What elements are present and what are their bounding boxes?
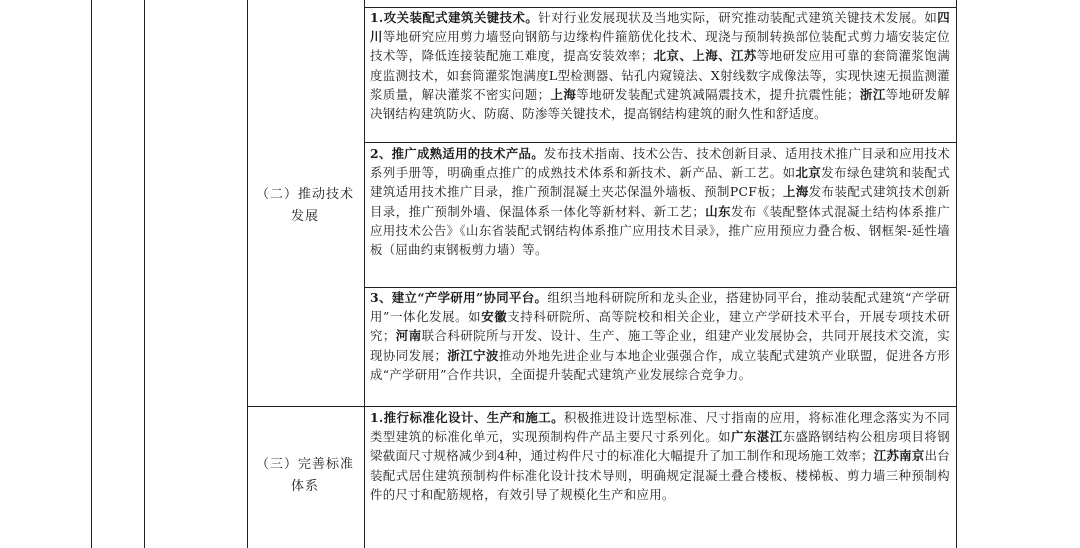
section-label-line: （三）完善标准 [255,457,354,472]
table-col-divider-3 [364,0,365,548]
text-segment: 发布《装配整体式混凝土结构体系推广应用技术公告》《山东省装配式钢结构体系推广应用技术目录》，推广应用预应力叠合板、钢框架-延性墙板（屈曲约束钢板剪力墙）等。 [370,203,950,258]
text-segment: 出台装配式居住建筑预制构件标准化设计技术导则，明确规定混凝土叠合楼板、楼梯板、剪力墙三种预制构件的尺寸和配筋规格，有效引导了规模化生产和应用。 [370,448,950,502]
text-segment: 发布技术指南、技术公告、技术创新目录、适用技术推广目录和应用技术系列手册等，明确重点推广的成熟技术体系和新技术、新产品、新工艺。如 [370,146,951,181]
bold-text-segment: 北京、上海、江苏 [653,48,757,64]
text-segment: 东盛路钢结构公租房项目将钢梁截面尺寸规格减少到4种，通过构件尺寸的标准化大幅提升了加工制作和现场施工效率； [370,429,951,464]
section-label-line: 发展 [290,209,319,224]
section-label-line: （二）推动技术 [255,187,354,202]
text-segment: 等地研发应用可靠的套筒灌浆饱满度监测技术，如套筒灌浆饱满度L型检测器、钻孔内窥镜法、X射线数字成像法等，实现快速无损监测灌浆质量，解决灌浆不密实问题； [370,48,951,102]
table-col-divider-1 [144,0,145,548]
text-segment: 推动外地先进企业与本地企业强强合作，成立装配式建筑产业联盟，促进各方形成“产学研用”合作共识，全面提升装配式建筑产业发展综合竞争力。 [370,347,950,382]
text-segment: 等地研发解决钢结构建筑防火、防腐、防渗等关键技术，提高钢结构建筑的耐久性和舒适度。 [370,86,950,122]
text-segment: 发布绿色建筑和装配式建筑适用技术推广目录，推广预制混凝土夹芯保温外墙板、预制PCF板； [370,165,951,200]
bold-text-segment: 1.攻关装配式建筑关键技术。 [370,10,539,25]
text-segment: 积极推进设计选型标准、尺寸指南的应用，将标准化理念落实为不同类型建筑的标准化单元，实现预制构件产品主要尺寸系列化。如 [370,410,950,445]
bold-text-segment: 安徽 [481,309,508,325]
section-divider [247,406,957,407]
text-segment: 联合科研院所与开发、设计、生产、施工等企业，组建产业发展协会，共同开展技术交流，实现协同发展； [370,328,950,363]
text-segment: 针对行业发展现状及当地实际，研究推动装配式建筑关键技术发展。如 [538,10,938,25]
content-cell-standardized-design [370,408,950,504]
bold-text-segment: 山东 [705,203,732,219]
bold-text-segment: 3、建立“产学研用”协同平台。 [370,290,548,305]
table-border-right [956,0,957,548]
bold-text-segment: 四川 [370,10,950,45]
text-segment: 支持科研院所、高等院校和相关企业，建立产学研技术平台，开展专项技术研究； [370,309,950,344]
bold-text-segment: 广东湛江 [731,429,783,445]
bold-text-segment: 江苏南京 [873,448,925,464]
section-label-line: 体系 [290,479,319,494]
bold-text-segment: 北京 [795,165,822,181]
bold-text-segment: 河南 [395,328,422,344]
text-segment: 等地研究应用剪力墙竖向钢筋与边缘构件箍筋优化技术、现浇与预制转换部位装配式剪力墙安装定位技术等，降低连接装配施工难度，提高安装效率； [370,29,950,64]
section-label-standard [248,454,362,498]
content-cell-promote-products [370,144,950,259]
bold-text-segment: 上海 [782,184,809,200]
text-segment: 等地研发装配式建筑减隔震技术，提升抗震性能； [576,86,860,102]
bold-text-segment: 上海 [550,86,577,102]
bold-text-segment: 1.推行标准化设计、生产和施工。 [370,410,564,425]
content-cell-key-technology [370,8,950,123]
bold-text-segment: 浙江宁波 [447,347,499,363]
section-label-tech [248,184,362,228]
bold-text-segment: 2、推广成熟适用的技术产品。 [370,146,544,161]
row-divider-1 [364,142,957,143]
text-segment: 发布装配式建筑技术创新目录，推广预制外墙、保温体系一体化等新材料、新工艺； [370,184,950,219]
table-border-left [91,0,92,548]
text-segment: 组织当地科研院所和龙头企业，搭建协同平台，推动装配式建筑“产学研用”一体化发展。如 [370,290,950,325]
content-cell-collaboration-platform [370,288,950,384]
bold-text-segment: 浙江 [859,86,886,102]
